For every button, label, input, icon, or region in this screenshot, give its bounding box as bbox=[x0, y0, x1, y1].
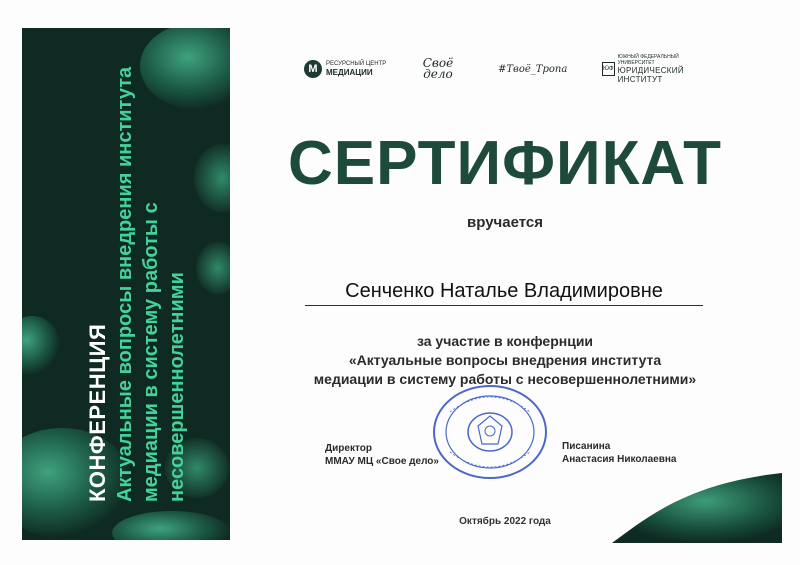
band-conference-label: КОНФЕРЕНЦИЯ bbox=[85, 323, 110, 502]
signature-left bbox=[325, 442, 439, 468]
left-decorative-band bbox=[22, 28, 230, 540]
band-conference-topic: Актуальные вопросы внедрения института медиации в систему работы с несовершеннолетними bbox=[114, 66, 188, 502]
signature-right bbox=[562, 440, 677, 466]
reason-line-1: за участие в конфернции bbox=[416, 333, 594, 349]
reason-line-2: «Актуальные вопросы внедрения института bbox=[348, 352, 662, 368]
recipient-name: Сенченко Наталье Владимировне bbox=[305, 280, 703, 306]
corner-blob-icon bbox=[612, 473, 782, 543]
logo-mediation-center bbox=[304, 56, 386, 82]
logo-mediation-small: РЕСУРСНЫЙ ЦЕНТР bbox=[326, 61, 387, 67]
logo-svoe-delo bbox=[418, 56, 458, 82]
partner-logos bbox=[300, 56, 700, 82]
logo-svoe-delo-text: Своё дело bbox=[422, 56, 454, 81]
signature-left-role: Директор bbox=[325, 443, 372, 454]
certificate-date: Октябрь 2022 года bbox=[459, 516, 551, 527]
awarded-text: вручается bbox=[467, 214, 543, 231]
reason-block bbox=[250, 332, 760, 389]
signature-left-org: ММАУ МЦ «Свое дело» bbox=[325, 456, 439, 467]
signature-right-name: Анастасия Николаевна bbox=[562, 454, 677, 465]
logo-university bbox=[602, 56, 700, 82]
logo-hashtag bbox=[498, 56, 567, 82]
signature-right-surname: Писанина bbox=[562, 441, 611, 452]
logo-mediation-big: МЕДИАЦИИ bbox=[326, 68, 373, 77]
logo-university-small: ЮЖНЫЙ ФЕДЕРАЛЬНЫЙ УНИВЕРСИТЕТ bbox=[617, 54, 679, 66]
m-logo-icon: M bbox=[304, 60, 322, 78]
certificate-title: СЕРТИФИКАТ bbox=[288, 129, 722, 198]
reason-line-3: медиации в систему работы с несовершеннолетними» bbox=[313, 371, 697, 387]
logo-hashtag-text: #Твоё_Тропа bbox=[498, 63, 568, 75]
official-stamp-icon bbox=[430, 382, 550, 482]
university-emblem-icon: ЮФ bbox=[602, 62, 615, 76]
logo-university-big: ЮРИДИЧЕСКИЙ ИНСТИТУТ bbox=[617, 66, 684, 84]
band-text bbox=[22, 28, 230, 540]
